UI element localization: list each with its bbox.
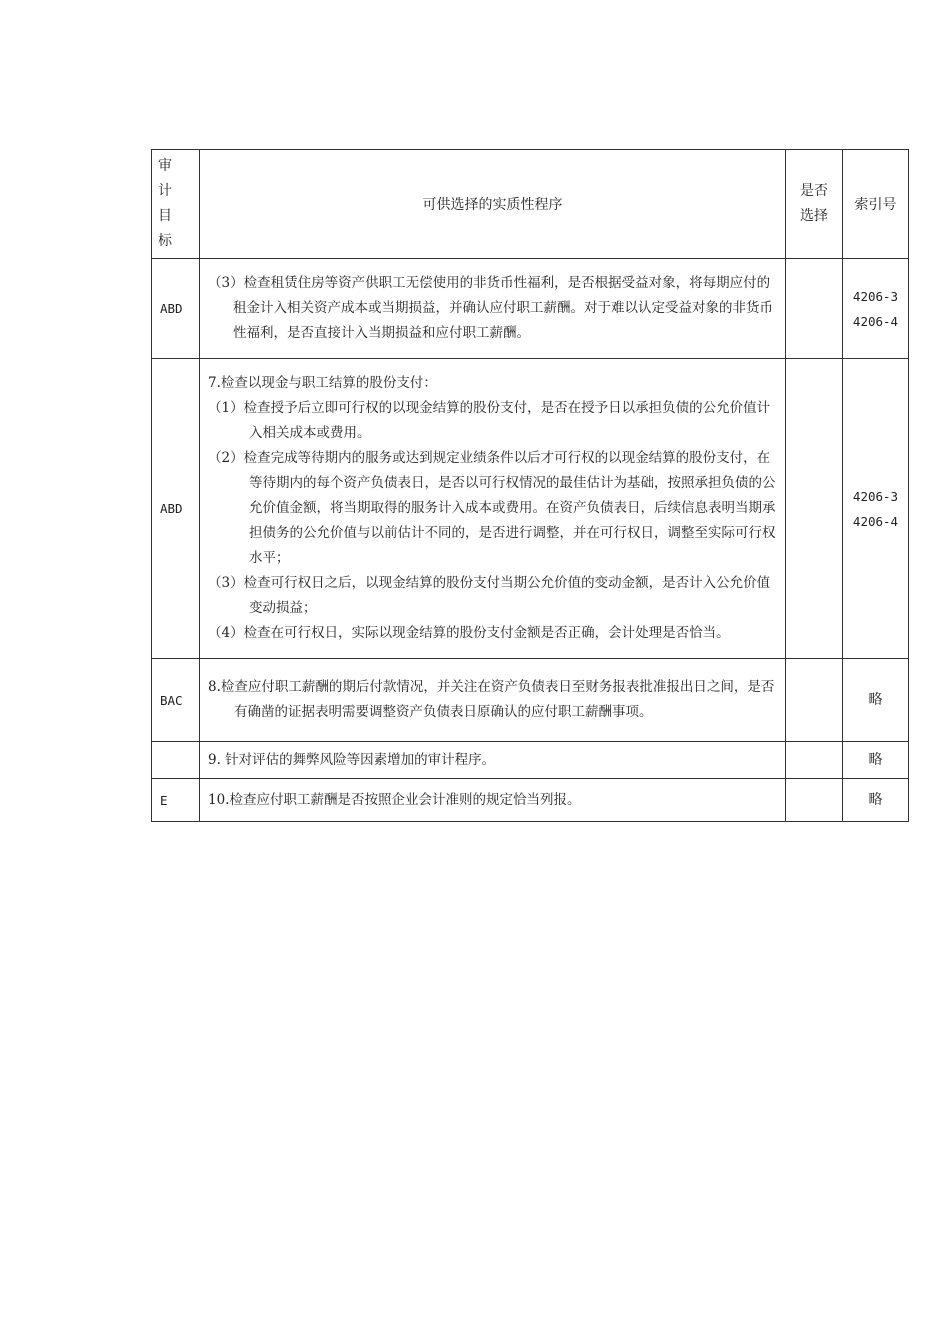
header-index: 索引号 [843,150,909,259]
index-cell: 略 [843,659,909,742]
procedure-heading: 7.检查以现金与职工结算的股份支付： [208,375,437,391]
table-row [152,779,909,822]
procedure-item: （1）检查授予后立即可行权的以现金结算的股份支付，是否在授予日以承担负债的公允价值计入相关成本或费用。 [208,400,771,441]
procedure-item: （3）检查租赁住房等资产供职工无偿使用的非货币性福利，是否根据受益对象，将每期应付的租金计入相关资产成本或当期损益，并确认应付职工薪酬。对于难以认定受益对象的非货币性福利，是否直接计入当期损益和应付职工薪酬。 [208,275,773,341]
index-cell: 4206-3 4206-4 [843,259,909,359]
table-row [152,659,909,742]
table-row [152,259,909,359]
procedure-item: 8.检查应付职工薪酬的期后付款情况，并关注在资产负债表日至财务报表批准报出日之间，是否有确凿的证据表明需要调整资产负债表日原确认的应付职工薪酬事项。 [208,679,775,720]
procedure-item: （2）检查完成等待期内的服务或达到规定业绩条件以后才可行权的以现金结算的股份支付，在等待期内的每个资产负债表日，是否以可行权情况的最佳估计为基础，按照承担负债的公允价值金额，将当期取得的服务计入成本或费用。在资产负债表日，后续信息表明当期承担债务的公允价值与以前估计不同的，是否进行调整，并在可行权日，调整至实际可行权水平； [208,450,776,566]
audit-goal-cell: ABD [152,259,200,359]
procedure-cell [200,259,786,359]
audit-goal-cell [152,742,200,779]
select-cell[interactable] [786,659,843,742]
index-cell: 略 [843,779,909,822]
procedure-item: 10.检查应付职工薪酬是否按照企业会计准则的规定恰当列报。 [208,791,581,808]
select-cell[interactable] [786,742,843,779]
index-cell: 略 [843,742,909,779]
header-procedure: 可供选择的实质性程序 [200,150,786,259]
audit-goal-cell: E [152,779,200,822]
select-cell[interactable] [786,779,843,822]
procedure-cell [200,659,786,742]
procedure-cell [200,359,786,659]
select-cell[interactable] [786,259,843,359]
table-row [152,742,909,779]
select-cell[interactable] [786,359,843,659]
table-row [152,359,909,659]
procedure-item: （3）检查可行权日之后，以现金结算的股份支付当期公允价值的变动金额，是否计入公允价值变动损益； [208,575,771,616]
table-header-row [152,150,909,259]
header-selected: 是否 选择 [786,150,843,259]
procedure-cell [200,779,786,822]
header-audit-goal: 审 计 目 标 [152,150,200,259]
procedure-item: 9. 针对评估的舞弊风险等因素增加的审计程序。 [208,751,496,768]
procedure-item: （4）检查在可行权日，实际以现金结算的股份支付金额是否正确，会计处理是否恰当。 [208,625,730,641]
procedure-cell [200,742,786,779]
index-cell: 4206-3 4206-4 [843,359,909,659]
audit-procedures-table [151,149,909,822]
audit-goal-cell: BAC [152,659,200,742]
audit-goal-cell: ABD [152,359,200,659]
